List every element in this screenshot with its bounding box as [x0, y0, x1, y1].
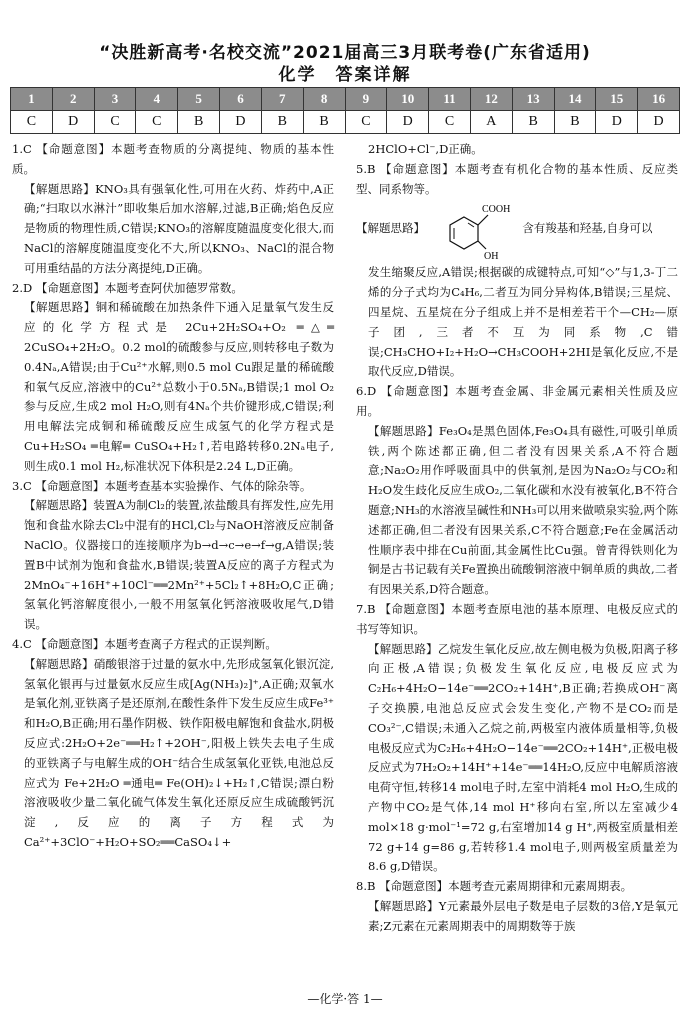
answer-number-cell: 10 — [387, 88, 429, 111]
answer-letter-cell: C — [136, 111, 178, 134]
answer-letters-row — [11, 111, 680, 134]
q8-solution: 【解题思路】Y元素最外层电子数是电子层数的3倍,Y是氧元素;Z元素在元素周期表中的周期数等于族 — [368, 898, 678, 933]
answer-number-cell: 7 — [261, 88, 303, 111]
answer-letter-cell: B — [303, 111, 345, 134]
q3-solution: 【解题思路】装置A为制Cl₂的装置,浓盐酸具有挥发性,应先用饱和食盐水除去Cl₂中混有的HCl,Cl₂与NaOH溶液反应制备NaClO。仪器接口的连接顺序为b→d→c→e→f→g,A错误;装置B中试剂为饱和食盐水,B错误;装置A反应的离子方程式为2MnO₄⁻+16H⁺+10Cl⁻══2Mn²⁺+5Cl₂↑+8H₂O,C正确;氢氧化钙溶解度很小,一般不用氢氧化钙溶液吸收尾气,D错误。 — [24, 498, 334, 632]
left-column — [12, 140, 334, 853]
q5-solution-tag: 【解题思路】 — [356, 221, 425, 236]
q1-solution: 【解题思路】KNO₃具有强氧化性,可用在火药、炸药中,A正确;“扫取以水淋汁”即收集后加水溶解,过滤,B正确;焰色反应是物质的物理性质,C错误;KNO₃的溶解度随温度变化很大,而NaCl的溶解度随温度变化不大,所以KNO₃、NaCl的混合物可用重结晶的方法分离提纯,D正确。 — [24, 181, 334, 275]
answer-number-cell: 5 — [178, 88, 220, 111]
answer-letter-cell: B — [512, 111, 554, 134]
answer-number-cell: 4 — [136, 88, 178, 111]
answer-number-cell: 11 — [429, 88, 471, 111]
paper-subtitle: 化学 答案详解 — [278, 65, 412, 85]
answer-number-cell: 13 — [512, 88, 554, 111]
q6-heading: 6.D 【命题意图】本题考查金属、非金属元素相关性质及应用。 — [356, 384, 678, 418]
answer-letter-cell: A — [470, 111, 512, 134]
salicylic-acid-structure — [356, 199, 678, 263]
answer-numbers-row — [11, 88, 680, 111]
answer-number-cell: 14 — [554, 88, 596, 111]
answer-number-cell: 1 — [11, 88, 53, 111]
q2-solution: 【解题思路】铜和稀硫酸在加热条件下通入足量氧气发生反应的化学方程式是 2Cu+2H₂SO₄+O₂ ═△═ 2CuSO₄+2H₂O。0.2 mol的硫酸参与反应,则转移电子数为0.4Nₐ,A错误;由于Cu²⁺水解,则0.5 mol Cu跟足量的稀硫酸和氧气反应,溶液中的Cu²⁺总数小于0.5Nₐ,B错误;1 mol O₂参与反应,生成2 mol H₂O,则有4Nₐ个共价键形成,C错误;利用电解法完成铜和稀硫酸反应生成氢气的化学方程式是 Cu+H₂SO₄ ═电解═ CuSO₄+H₂↑,若电路转移0.2Nₐ电子,则生成0.1 mol H₂,标准状况下体积是2.24 L,D正确。 — [24, 300, 334, 473]
answer-number-cell: 12 — [470, 88, 512, 111]
answer-number-cell: 15 — [596, 88, 638, 111]
q1-heading: 1.C 【命题意图】本题考查物质的分离提纯、物质的基本性质。 — [12, 142, 334, 176]
answer-number-cell: 3 — [94, 88, 136, 111]
q7-solution: 【解题思路】乙烷发生氧化反应,故左侧电极为负极,阳离子移向正极,A错误;负极发生氧化反应,电极反应式为C₂H₆+4H₂O−14e⁻══2CO₂+14H⁺,B正确;若换成OH⁻离子交换膜,电池总反应式会发生变化,产物不是CO₂而是CO₃²⁻,C错误;未通入乙烷之前,两极室内液体质量相等,负极电极反应式为C₂H₆+4H₂O−14e⁻══2CO₂+14H⁺,正极电极反应式为7H₂O₂+14H⁺+14e⁻══14H₂O,反应中电解质溶液电荷守恒,转移14 mol电子时,左室中消耗4 mol H₂O,生成的产物中CO₂是气体,14 mol H⁺移向右室,所以左室减少4 mol×18 g·mol⁻¹=72 g,右室增加14 g H⁺,两极室质量相差72 g+14 g=86 g,若转移1.4 mol电子,则两极室质量差为8.6 g,D错误。 — [368, 641, 678, 874]
answer-letter-cell: C — [11, 111, 53, 134]
q5-heading: 5.B 【命题意图】本题考查有机化合物的基本性质、反应类型、同系物等。 — [356, 161, 678, 196]
answer-letter-cell: C — [429, 111, 471, 134]
cooh-label: COOH — [482, 204, 511, 216]
q3-heading: 3.C 【命题意图】本题考查基本实验操作、气体的除杂等。 — [12, 478, 312, 493]
answer-number-cell: 2 — [52, 88, 94, 111]
answer-letter-cell: D — [596, 111, 638, 134]
answer-letter-cell: D — [387, 111, 429, 134]
answer-letter-cell: B — [178, 111, 220, 134]
answer-letter-cell: B — [554, 111, 596, 134]
right-column — [356, 140, 678, 936]
answer-letter-cell: D — [52, 111, 94, 134]
q2-heading: 2.D 【命题意图】本题考查阿伏加德罗常数。 — [12, 280, 243, 295]
q7-heading: 7.B 【命题意图】本题考查原电池的基本原理、电极反应式的书写等知识。 — [356, 601, 678, 636]
q4-heading: 4.C 【命题意图】本题考查离子方程式的正误判断。 — [12, 636, 277, 651]
paper-title: “决胜新高考·名校交流”2021届高三3月联考卷(广东省适用) — [99, 43, 591, 63]
q4-solution-end: 2HClO+Cl⁻,D正确。 — [368, 142, 483, 156]
answer-letter-cell: B — [261, 111, 303, 134]
answer-letter-cell: D — [220, 111, 262, 134]
page-footer: —化学·答 1— — [307, 992, 383, 1006]
q5-solution: 发生缩聚反应,A错误;根据碳的成键特点,可知“◇”与1,3-丁二烯的分子式均为C₄H₆,二者互为同分异构体,B错误;三星烷、四星烷、五星烷在分子组成上并不是相差若干个—CH₂—原子团,三者不互为同系物,C错误;CH₃CHO+I₂+H₂O→CH₃COOH+2HI是氧化反应,不是取代反应,D错误。 — [368, 265, 678, 379]
oh-label: OH — [484, 251, 499, 263]
answer-number-cell: 8 — [303, 88, 345, 111]
answer-letter-cell: C — [94, 111, 136, 134]
answer-number-cell: 16 — [638, 88, 680, 111]
answer-number-cell: 6 — [220, 88, 262, 111]
answer-letter-cell: C — [345, 111, 387, 134]
q5-solution-start: 含有羧基和羟基,自身可以 — [522, 221, 653, 236]
answer-table — [10, 87, 680, 134]
benzene-ring-icon — [434, 199, 524, 263]
q6-solution: 【解题思路】Fe₃O₄是黑色固体,Fe₃O₄具有磁性,可吸引单质铁,两个陈述都正确,但二者没有因果关系,A不符合题意;Na₂O₂用作呼吸面具中的供氧剂,是因为Na₂O₂与CO₂和H₂O发生歧化反应生成O₂,二氧化碳和水没有被氧化,B不符合题意;NH₃的水溶液呈碱性和NH₃可以用来做喷泉实验,两个陈述都正确,但二者没有因果关系,C不符合题意;Fe在金属活动性顺序表中排在Cu前面,其金属性比Cu强。曾青得铁则化为铜是古书记载有关Fe置换出硫酸铜溶液中铜单质的典故,二者有因果关系,D符合题意。 — [368, 423, 678, 597]
q4-solution: 【解题思路】硝酸银溶于过量的氨水中,先形成氢氧化银沉淀,氢氧化银再与过量氨水反应生成[Ag(NH₃)₂]⁺,A正确;双氧水是氧化剂,亚铁离子是还原剂,在酸性条件下发生反应生成Fe³⁺和H₂O,B正确;用石墨作阴极、铁作阳极电解饱和食盐水,阴极反应式:2H₂O+2e⁻══H₂↑+2OH⁻,阳极上铁失去电子生成的亚铁离子与电解生成的OH⁻结合生成氢氧化亚铁,电池总反应式为 Fe+2H₂O ═通电═ Fe(OH)₂↓+H₂↑,C错误;漂白粉溶液吸收少量二氧化硫气体发生氧化还原反应生成硫酸钙沉淀,反应的离子方程式为Ca²⁺+3ClO⁻+H₂O+SO₂══CaSO₄↓+ — [24, 656, 334, 849]
answer-letter-cell: D — [638, 111, 680, 134]
answer-number-cell: 9 — [345, 88, 387, 111]
q8-heading: 8.B 【命题意图】本题考查元素周期律和元素周期表。 — [356, 879, 633, 894]
